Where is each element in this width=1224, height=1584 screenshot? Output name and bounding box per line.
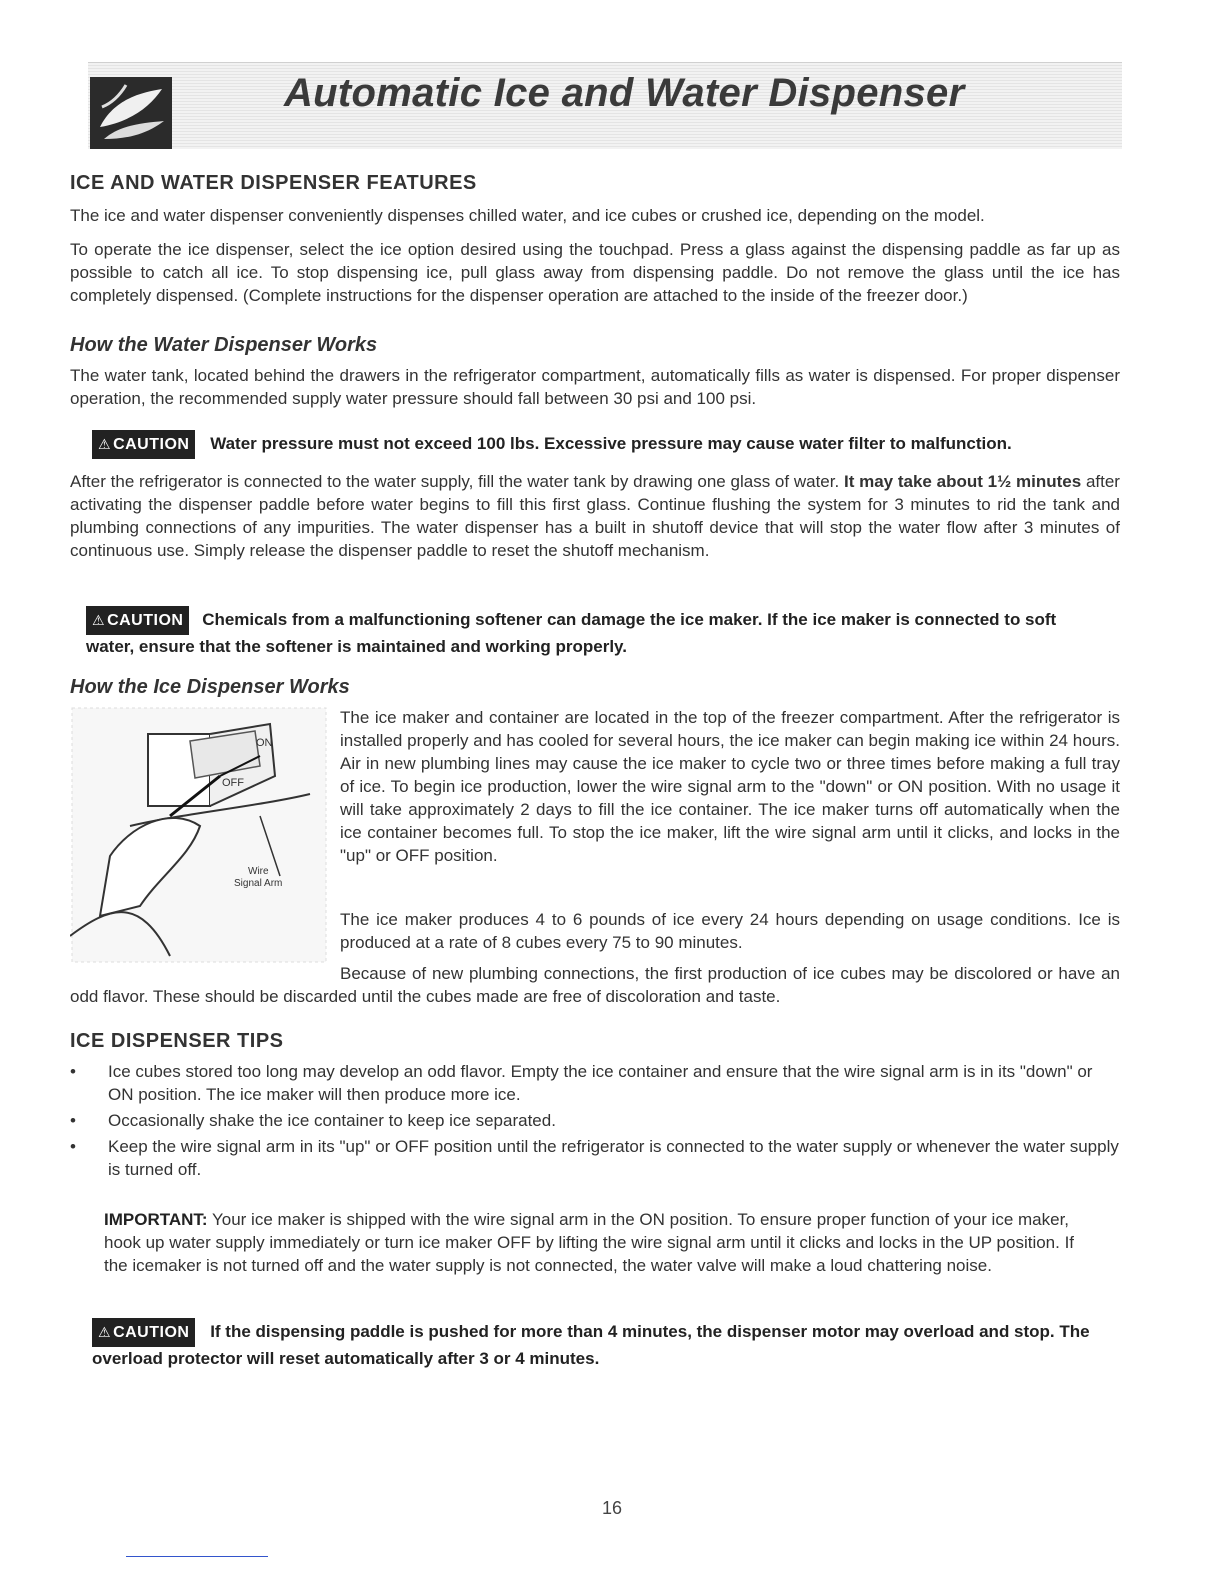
water-paragraph-2: After the refrigerator is connected to the water supply, fill the water tank by drawing one glass of water. It may take about 1½ minutes after activating the dispenser paddle before water begins to fill this first glass. Continue flushing the system for 3 minutes to rid the tank and plumbing connections of any impurities. The water dispenser has a built in shutoff device that will stop the water flow after 3 minutes of continuous use. Simply release the dispenser paddle to reset the shutoff mechanism. [70, 472, 1120, 560]
water-paragraph-1: The water tank, located behind the drawers in the refrigerator compartment, automatically fills as water is dispensed. For proper dispenser operation, the recommended supply water pressure should fall between 30 psi and 100 psi. [70, 366, 1120, 408]
warning-triangle-icon: ⚠ [98, 436, 112, 452]
features-paragraph-1: The ice and water dispenser conveniently dispenses chilled water, and ice cubes or crushed ice, depending on the model. [70, 206, 985, 225]
page-number: 16 [601, 1498, 623, 1518]
caution-paddle-text: If the dispensing paddle is pushed for more than 4 minutes, the dispenser motor may overload and stop. The overload protector will reset automatically after 3 or 4 minutes. [92, 1322, 1090, 1368]
list-item: • Occasionally shake the ice container to keep ice separated. [70, 1109, 1120, 1132]
features-heading: ICE AND WATER DISPENSER FEATURES [70, 172, 477, 194]
list-item: • Keep the wire signal arm in its "up" or OFF position until the refrigerator is connected to the water supply or whenever the water supply is turned off. [70, 1135, 1120, 1181]
footer-rule [126, 1556, 268, 1557]
tips-list [70, 1060, 1120, 1184]
caution-badge: ⚠ CAUTION [86, 606, 189, 635]
page-title: Automatic Ice and Water Dispenser [284, 71, 965, 115]
wire-label: Wire [248, 866, 269, 877]
ice-paragraph-1: The ice maker and container are located in the top of the freezer compartment. After the refrigerator is installed properly and has cooled for several hours, the ice maker can begin making ice within 24 hours. Air in new plumbing lines may cause the ice maker to cycle two or three times before making a full tray of ice. To begin ice production, lower the wire signal arm to the "down" or ON position. With no usage it will take approximately 2 days to fill the ice container. The ice maker turns off automatically when the ice container becomes full. To stop the ice maker, lift the wire signal arm until it clicks, and locks in the "up" or OFF position. [340, 708, 1120, 865]
features-paragraph-2: To operate the ice dispenser, select the ice option desired using the touchpad. Press a glass against the dispensing paddle as far up as possible to catch all ice. To stop dispensing ice, pull glass away from dispensing paddle. Do not remove the glass until the ice has completely dispensed. (Complete instructions for the dispenser operation are attached to the inside of the freezer door.) [70, 240, 1120, 305]
ice-leaf-icon [90, 77, 172, 149]
warning-triangle-icon: ⚠ [98, 1324, 112, 1340]
caution-softener-text: Chemicals from a malfunctioning softener can damage the ice maker. If the ice maker is connected to soft water, ensure that the softener is maintained and working properly. [86, 610, 1057, 656]
important-label: IMPORTANT: [104, 1210, 208, 1229]
list-item: • Ice cubes stored too long may develop an odd flavor. Empty the ice container and ensure that the wire signal arm is in its "down" or ON position. The ice maker will then produce more ice. [70, 1060, 1120, 1106]
flush-time-emphasis: It may take about 1½ minutes [843, 472, 1082, 491]
caution-badge: ⚠ CAUTION [92, 430, 195, 459]
tips-heading: ICE DISPENSER TIPS [70, 1030, 284, 1052]
title-banner [88, 62, 1122, 149]
ice-heading: How the Ice Dispenser Works [70, 676, 350, 698]
caution-water-pressure [92, 430, 1132, 459]
important-text: Your ice maker is shipped with the wire signal arm in the ON position. To ensure proper function of your ice maker, hook up water supply immediately or turn ice maker OFF by lifting the wire signal arm until it clicks and locks in the UP position. If the icemaker is not turned off and the water supply is not connected, the water valve will make a loud chattering noise. [104, 1210, 1075, 1275]
important-note [104, 1208, 1094, 1277]
signal-arm-label: Signal Arm [234, 878, 283, 889]
off-label: OFF [222, 777, 244, 789]
ice-maker-illustration [70, 706, 328, 964]
ice-paragraph-3: Because of new plumbing connections, the first production of ice cubes may be discolored or have an odd flavor. These should be discarded until the cubes made are free of discoloration and taste. [70, 964, 1120, 1006]
caution-badge: ⚠ CAUTION [92, 1318, 195, 1347]
caution-paddle-overload [92, 1318, 1112, 1371]
water-heading: How the Water Dispenser Works [70, 334, 378, 356]
caution-softener [86, 606, 1086, 659]
on-label: ON [256, 737, 273, 749]
caution-water-pressure-text: Water pressure must not exceed 100 lbs. Excessive pressure may cause water filter to malfunction. [210, 434, 1012, 453]
ice-paragraph-2: The ice maker produces 4 to 6 pounds of ice every 24 hours depending on usage conditions. Ice is produced at a rate of 8 cubes every 75 to 90 minutes. [340, 910, 1120, 952]
warning-triangle-icon: ⚠ [92, 612, 106, 628]
